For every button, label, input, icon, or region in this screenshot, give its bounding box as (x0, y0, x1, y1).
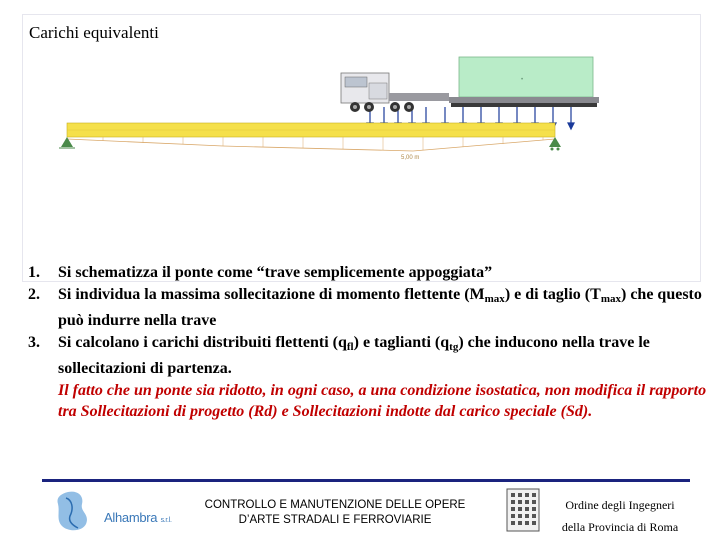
footer-rule (42, 479, 690, 482)
list-item: 3. Si calcolano i carichi distribuiti flettenti $(q_{fl})$ e taglianti $(q_{tg})$ che inducono nella trave le sollecitazioni di partenza. Il fatto che un ponte sia ridotto, in ogni caso, a una condizione isostatica, non modifica il rapporto tra Sollecitazioni di progetto (Rd) e Sollecitazioni indotte dal carico speciale (Sd). (28, 332, 708, 423)
deflection-line (67, 139, 555, 151)
footer-organization: Ordine degli Ingegneri della Provincia di Roma (561, 498, 679, 534)
figure-panel (22, 14, 701, 282)
dimension-label: 5,00 m (401, 155, 420, 161)
beam (67, 123, 555, 137)
footer-course-title: CONTROLLO E MANUTENZIONE DELLE OPERE D’ARTE STRADALI E FERROVIARIE (204, 499, 466, 526)
list-item: 2. Si individua la massima sollecitazione di momento flettente $(M_{max})$ e di taglio $(T_{max})$ che questo può indurre nella trave (28, 285, 702, 329)
support-left (59, 137, 75, 148)
company-logo (50, 488, 100, 539)
note-text: Il fatto che un ponte sia ridotto, in ogni caso, a una condizione isostatica, non modifica il rapporto tra Sollecitazioni di progetto (Rd) e Sollecitazioni indotte dal carico speciale (Sd). (58, 381, 707, 420)
svg-text:•: • (521, 77, 524, 83)
truck-cab (341, 73, 449, 112)
trailer (449, 57, 599, 107)
bridge-diagram (23, 15, 702, 283)
list-item: 1. Si schematizza il ponte come “trave semplicemente appoggiata” (28, 264, 493, 281)
figure-title: Carichi equivalenti (29, 23, 159, 42)
building-icon (505, 485, 541, 538)
logo-text: Alhambra s.r.l. (104, 510, 172, 525)
bullet-list (28, 262, 708, 423)
